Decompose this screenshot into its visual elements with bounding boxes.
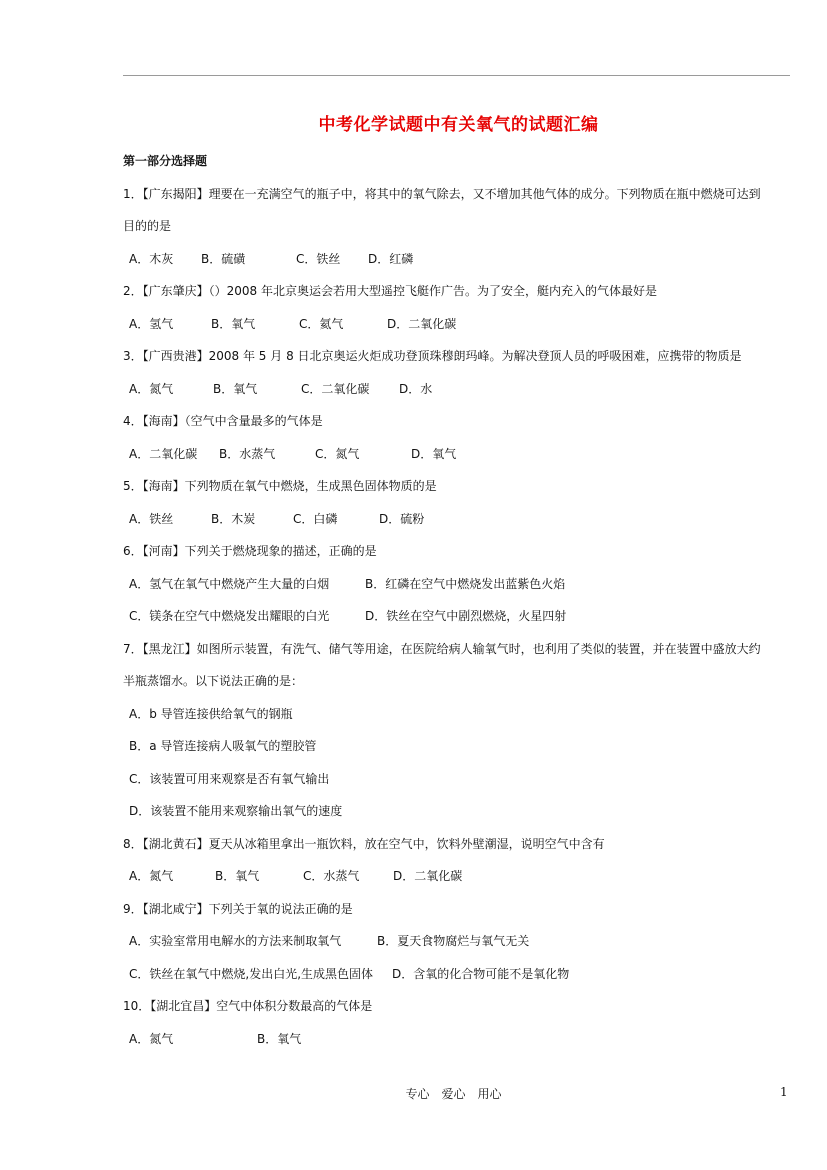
options-row: [123, 698, 790, 731]
option: C．二氧化碳: [301, 381, 370, 396]
option: D．二氧化碳: [387, 316, 457, 331]
question-text: 2．【广东肇庆】（）2008 年北京奥运会若用大型遥控飞艇作广告。为了安全，艇内充入的气体最好是: [123, 284, 657, 298]
option: B．夏天食物腐烂与氧气无关: [377, 934, 530, 948]
options-row: [123, 600, 790, 633]
options-row: [123, 795, 790, 828]
question-text: 5．【海南】下列物质在氧气中燃烧，生成黑色固体物质的是: [123, 479, 437, 493]
question-text: 6．【河南】下列关于燃烧现象的描述，正确的是: [123, 544, 377, 558]
option: A．铁丝: [129, 511, 174, 526]
option: B．a 导管连接病人吸氧气的塑胶管: [129, 739, 317, 753]
question-text: 3．【广西贵港】2008 年 5 月 8 日北京奥运火炬成功登顶珠穆朗玛峰。为解决登顶人员的呼吸困难，应携带的物质是: [123, 349, 742, 363]
question-text: 1．【广东揭阳】理要在一充满空气的瓶子中，将其中的氧气除去，又不增加其他气体的成分。下列物质在瓶中燃烧可达到: [123, 186, 761, 201]
option: A．氮气: [129, 869, 174, 883]
question-text: 9．【湖北咸宁】下列关于氧的说法正确的是: [123, 901, 353, 916]
option: D．氧气: [411, 446, 457, 461]
option: C．氮气: [315, 446, 360, 461]
question-text: 目的的是: [123, 219, 172, 233]
option: A．氮气: [129, 1031, 174, 1046]
question-text: 7．【黑龙江】如图所示装置，有洗气、储气等用途，在医院给病人输氧气时，也利用了类似的装置，并在装置中盛放大约: [123, 641, 761, 656]
option: B．氧气: [211, 316, 256, 331]
options-row: [123, 763, 790, 796]
option: C．镁条在空气中燃烧发出耀眼的白光: [129, 609, 330, 623]
option: B．木炭: [211, 511, 256, 526]
page-number: 1: [780, 1085, 788, 1099]
option: A．氢气在氧气中燃烧产生大量的白烟: [129, 576, 330, 591]
option: A．氢气: [129, 316, 174, 331]
option: B．氧气: [215, 869, 260, 883]
option: D．二氧化碳: [393, 869, 463, 883]
options-row: [123, 958, 790, 991]
option: B．氧气: [257, 1031, 302, 1046]
option: B．水蒸气: [219, 446, 276, 461]
option: C．水蒸气: [303, 869, 360, 883]
header-rule: [123, 75, 790, 76]
document-body: [123, 145, 790, 1055]
options-row: [123, 308, 790, 341]
options-row: [123, 438, 790, 471]
option: A．氮气: [129, 381, 174, 396]
options-row: [123, 925, 790, 958]
option: D．含氧的化合物可能不是氧化物: [392, 966, 570, 981]
option: A．b 导管连接供给氧气的钢瓶: [129, 706, 293, 721]
option: C．氦气: [299, 316, 344, 331]
options-row: [123, 373, 790, 406]
option: D．硫粉: [379, 511, 425, 526]
section-title: 第一部分选择题: [123, 154, 208, 168]
option: B．红磷在空气中燃烧发出蓝紫色火焰: [365, 576, 566, 591]
option: B．硫磺: [201, 251, 246, 266]
option: C．铁丝: [296, 251, 341, 266]
options-row: [123, 503, 790, 536]
question-text: 半瓶蒸馏水。以下说法正确的是：: [123, 674, 304, 688]
option: A．实验室常用电解水的方法来制取氧气: [129, 934, 342, 948]
option: D．红磷: [368, 251, 414, 266]
option: D．该装置不能用来观察输出氧气的速度: [129, 804, 343, 818]
option: B．氧气: [213, 381, 258, 396]
document-title: 中考化学试题中有关氧气的试题汇编: [318, 115, 599, 135]
question-text: 10．【湖北宜昌】空气中体积分数最高的气体是: [123, 999, 373, 1013]
option: D．铁丝在空气中剧烈燃烧，火星四射: [365, 609, 567, 623]
options-row: [123, 243, 790, 276]
option: C．该装置可用来观察是否有氧气输出: [129, 771, 330, 786]
options-row: [123, 1023, 790, 1056]
options-row: [123, 568, 790, 601]
option: D．水: [399, 381, 433, 396]
option: A．木灰: [129, 251, 174, 266]
option: C．铁丝在氧气中燃烧,发出白光,生成黑色固体: [129, 966, 374, 981]
option: A．二氧化碳: [129, 446, 198, 461]
options-row: [123, 860, 790, 893]
question-text: 4．【海南】（空气中含量最多的气体是: [123, 414, 323, 428]
footer-motto: 专心 爱心 用心: [405, 1087, 502, 1101]
option: C．白磷: [293, 511, 338, 526]
question-text: 8．【湖北黄石】夏天从冰箱里拿出一瓶饮料，放在空气中，饮料外壁潮湿，说明空气中含有: [123, 836, 605, 851]
options-row: [123, 730, 790, 763]
